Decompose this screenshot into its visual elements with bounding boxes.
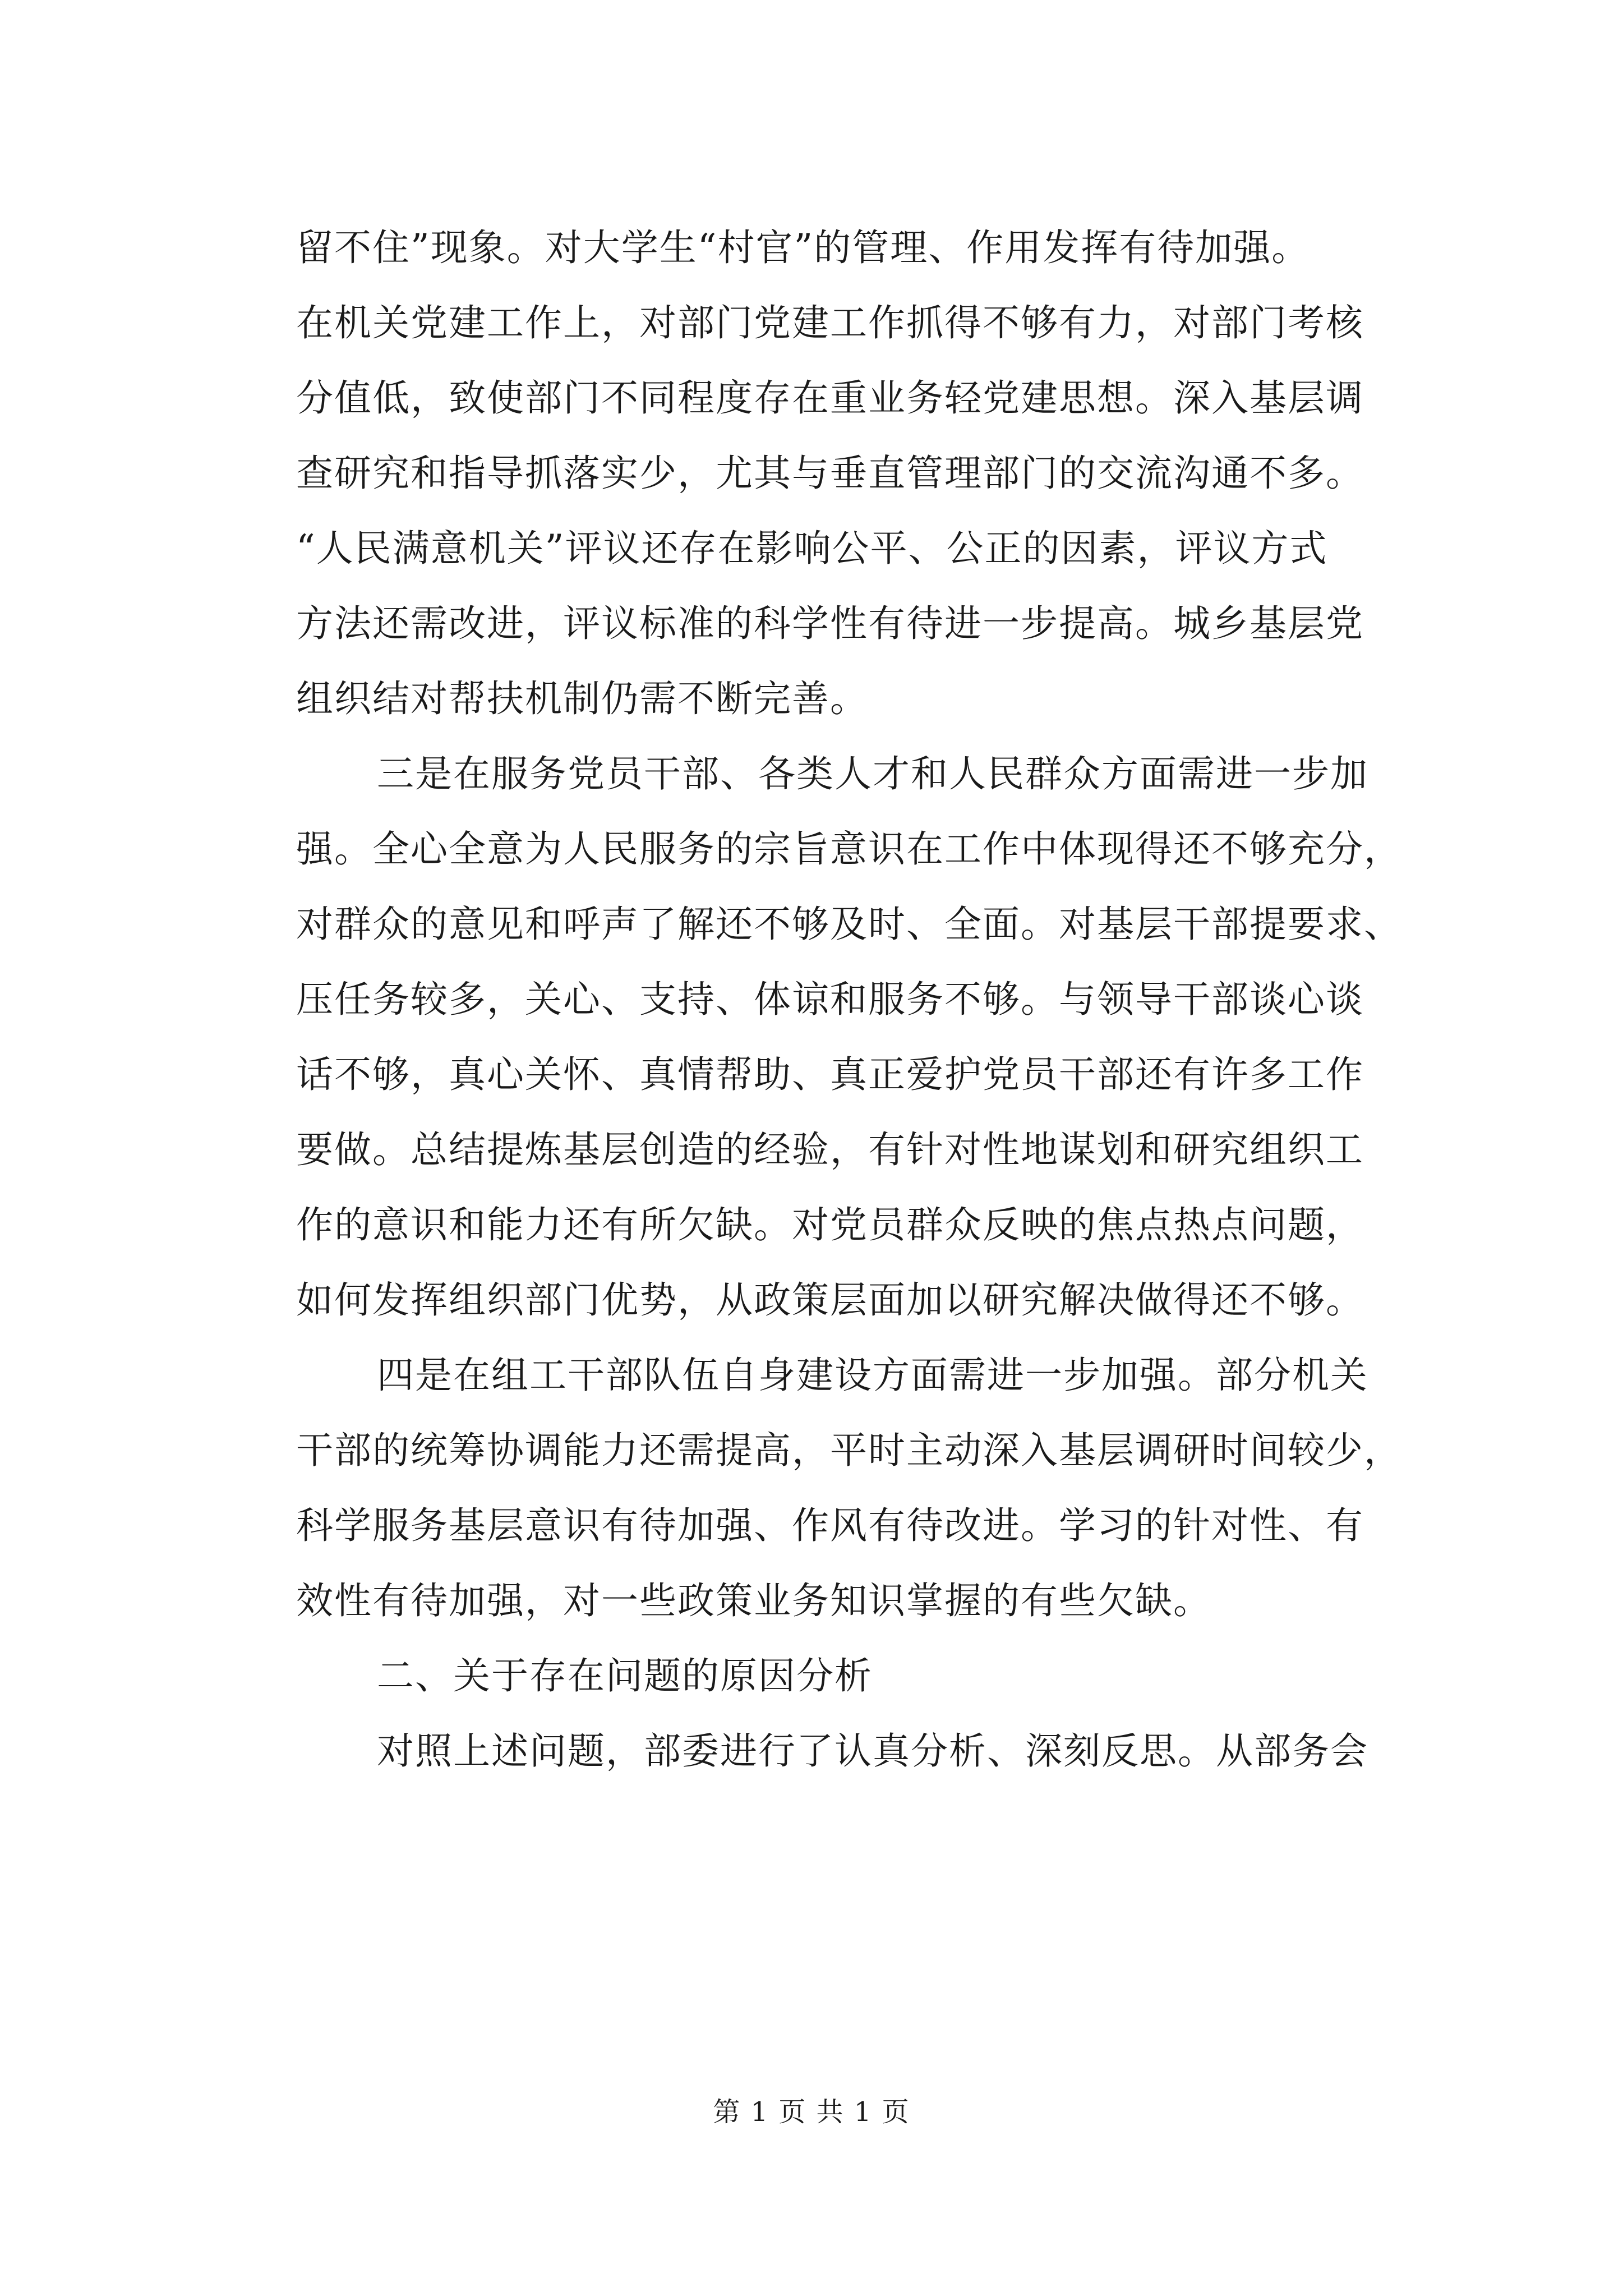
page-footer: 第 1 页 共 1 页 <box>713 2096 910 2128</box>
text-line: 查研究和指导抓落实少，尤其与垂直管理部门的交流沟通不多。 <box>296 452 1364 495</box>
text-line: “人民满意机关”评议还存在影响公平、公正的因素，评议方式 <box>296 527 1328 570</box>
text-line: 对群众的意见和呼声了解还不够及时、全面。对基层干部提要求、 <box>296 903 1402 946</box>
text-line: 效性有待加强，对一些政策业务知识掌握的有些欠缺。 <box>296 1579 1211 1622</box>
text-line: 话不够，真心关怀、真情帮助、真正爱护党员干部还有许多工作 <box>296 1053 1364 1096</box>
text-line: 干部的统筹协调能力还需提高，平时主动深入基层调研时间较少， <box>296 1429 1402 1472</box>
text-line: 四是在组工干部队伍自身建设方面需进一步加强。部分机关 <box>377 1354 1368 1397</box>
text-line: 三是在服务党员干部、各类人才和人民群众方面需进一步加 <box>377 752 1368 795</box>
text-line: 如何发挥组织部门优势，从政策层面加以研究解决做得还不够。 <box>296 1278 1364 1322</box>
text-line: 在机关党建工作上，对部门党建工作抓得不够有力，对部门考核 <box>296 301 1364 344</box>
text-line: 对照上述问题，部委进行了认真分析、深刻反思。从部务会 <box>377 1729 1368 1773</box>
text-line: 强。全心全意为人民服务的宗旨意识在工作中体现得还不够充分， <box>296 827 1402 871</box>
text-line: 二、关于存在问题的原因分析 <box>377 1654 873 1697</box>
text-line: 压任务较多，关心、支持、体谅和服务不够。与领导干部谈心谈 <box>296 978 1364 1021</box>
document-body <box>296 210 1424 1789</box>
text-line: 组织结对帮扶机制仍需不断完善。 <box>296 677 868 720</box>
text-line: 作的意识和能力还有所欠缺。对党员群众反映的焦点热点问题， <box>296 1203 1364 1246</box>
text-line: 要做。总结提炼基层创造的经验，有针对性地谋划和研究组织工 <box>296 1128 1364 1171</box>
text-line: 留不住”现象。对大学生“村官”的管理、作用发挥有待加强。 <box>296 226 1310 269</box>
text-line: 科学服务基层意识有待加强、作风有待改进。学习的针对性、有 <box>296 1504 1364 1547</box>
text-line: 分值低，致使部门不同程度存在重业务轻党建思想。深入基层调 <box>296 376 1364 420</box>
text-line: 方法还需改进，评议标准的科学性有待进一步提高。城乡基层党 <box>296 602 1364 645</box>
